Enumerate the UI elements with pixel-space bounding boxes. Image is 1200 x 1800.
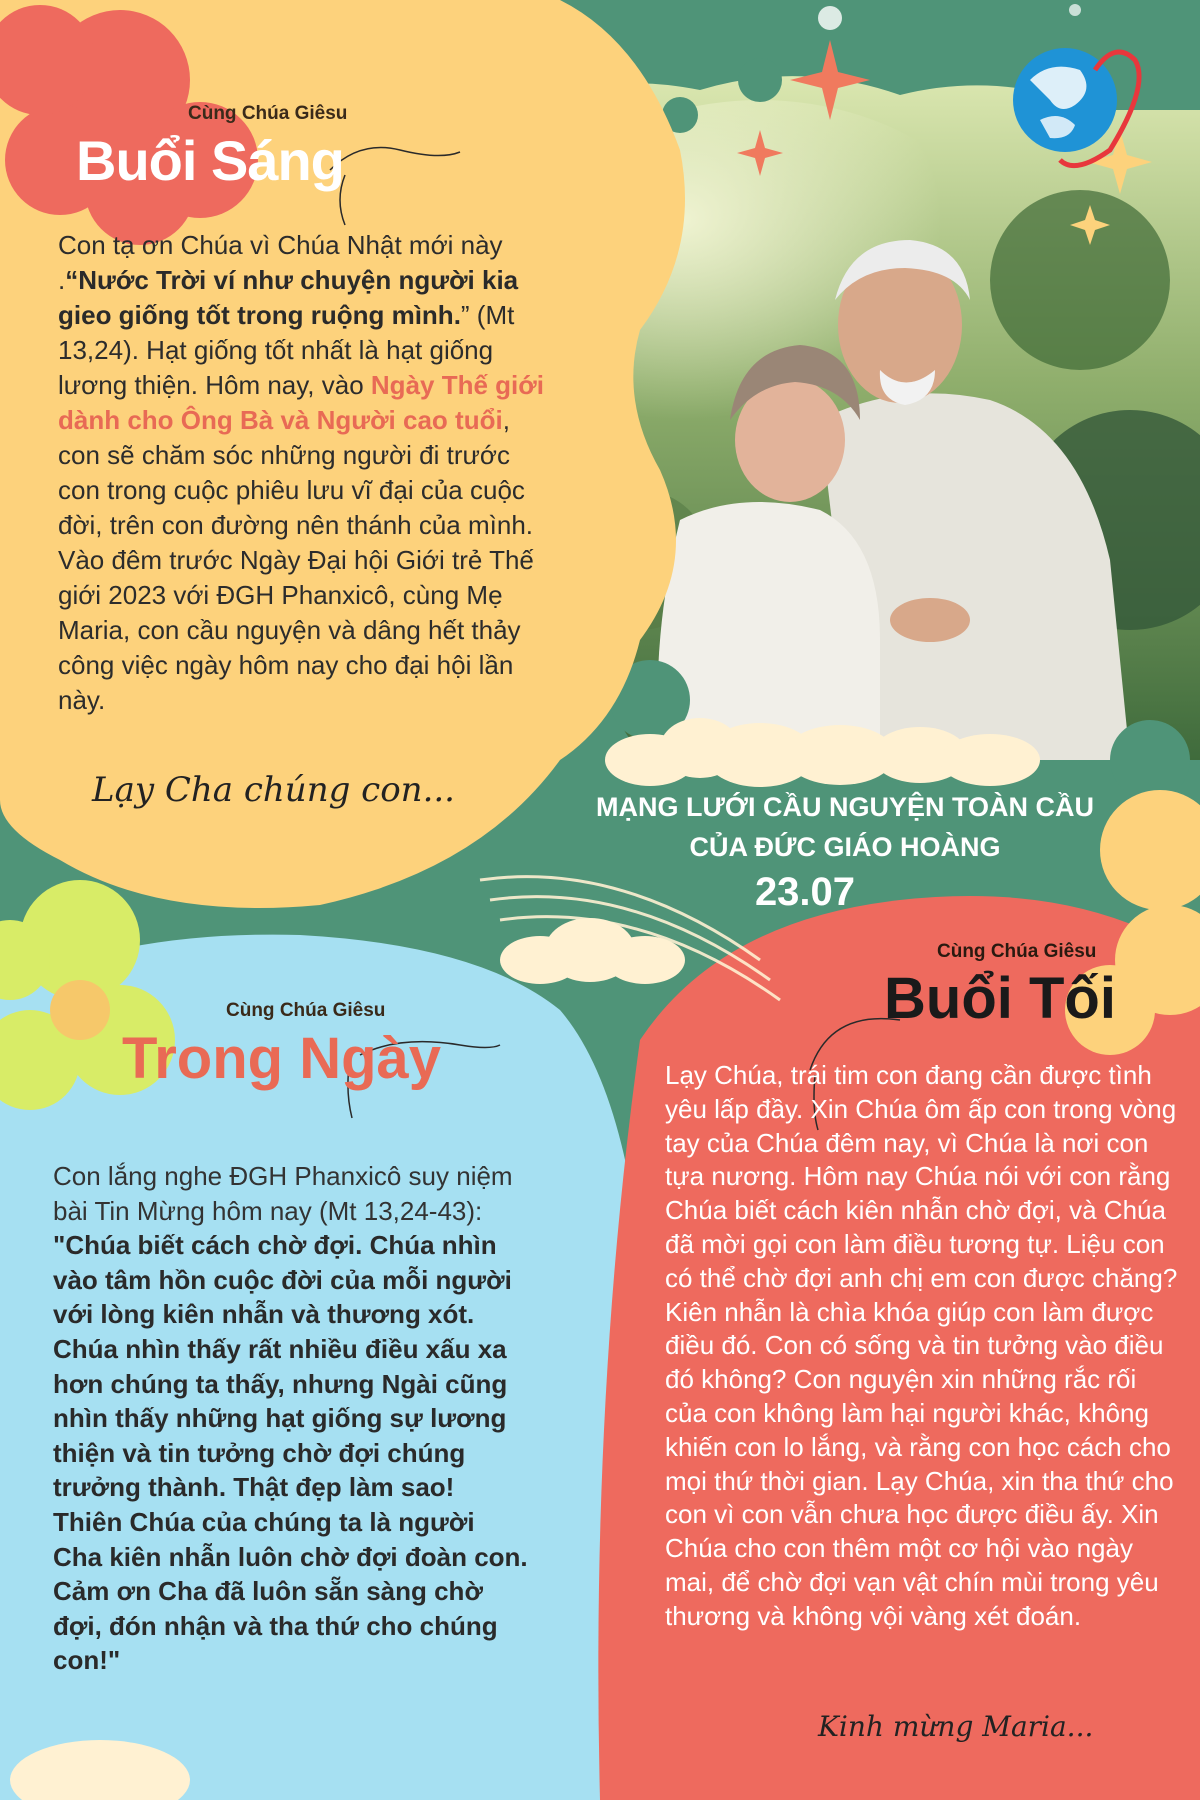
- morning-body: [58, 228, 558, 718]
- day-body-intro: Con lắng nghe ĐGH Phanxicô suy niệm bài Tin Mừng hôm nay (Mt 13,24-43):: [53, 1161, 513, 1226]
- banner-line2: CỦA ĐỨC GIÁO HOÀNG: [689, 832, 1001, 862]
- morning-body-rest: , con sẽ chăm sóc những người đi trước con trong cuộc phiêu lưu vĩ đại của cuộc đời, trên con đường nên thánh của mình. Vào đêm trước Ngày Đại hội Giới trẻ Thế giới 2023 với ĐGH Phanxicô, cùng Mẹ Maria, con cầu nguyện và dâng hết thảy công việc ngày hôm nay cho đại hội lần này.: [58, 405, 534, 715]
- morning-subtitle: Cùng Chúa Giêsu: [188, 103, 348, 124]
- morning-body-ref: ” (Mt 13,24). Hạt giống tốt nhất là hạt giống lương thiện. Hôm nay, vào: [58, 300, 515, 400]
- morning-title: Buổi Sáng: [76, 129, 344, 192]
- day-body-quote: "Chúa biết cách chờ đợi. Chúa nhìn vào tâm hồn cuộc đời của mỗi người với lòng kiên nhẫn và thương xót. Chúa nhìn thấy rất nhiều điều xấu xa hơn chúng ta thấy, nhưng Ngài cũng nhìn thấy những hạt giống sự lương thiện và tin tưởng chờ đợi chúng trưởng thành. Thật đẹp làm sao! Thiên Chúa của chúng ta là người Cha kiên nhẫn luôn chờ đợi đoàn con. Cảm ơn Cha đã luôn sẵn sàng chờ đợi, đón nhận và tha thứ cho chúng con!": [53, 1230, 528, 1676]
- morning-body-quote: “Nước Trời ví như chuyện người kia gieo giống tốt trong ruộng mình.: [58, 265, 519, 330]
- evening-body: Lạy Chúa, trái tim con đang cần được tình yêu lấp đầy. Xin Chúa ôm ấp con trong vòng tay của Chúa đêm nay, vì Chúa là nơi con tựa nương. Hôm nay Chúa nói với con rằng Chúa biết cách kiên nhẫn chờ đợi, và Chúa đã mời gọi con làm điều tương tự. Liệu con có thể chờ đợi anh chị em con được chăng? Kiên nhẫn là chìa khóa giúp con làm được điều đó. Con có sống và tin tưởng vào điều đó không? Con nguyện xin những rắc rối của con không làm hại người khác, không khiến con lo lắng, và rằng con học cách cho mọi thứ thời gian. Lạy Chúa, xin tha thứ cho con vì con vẫn chưa học được điều ấy. Xin Chúa cho con thêm một cơ hội vào ngày mai, để chờ đợi vạn vật chín mùi trong yêu thương và không vội vàng xét đoán.: [665, 1060, 1178, 1631]
- morning-signature: Lạy Cha chúng con...: [92, 770, 455, 810]
- morning-body-highlight: Ngày Thế giới dành cho Ông Bà và Người cao tuổi: [58, 370, 544, 435]
- day-title: Trong Ngày: [122, 1026, 442, 1091]
- day-body: [53, 1159, 528, 1678]
- evening-signature: Kinh mừng Maria...: [818, 1710, 1094, 1743]
- evening-title: Buổi Tối: [884, 966, 1116, 1031]
- morning-body-intro: Con tạ ơn Chúa vì Chúa Nhật mới này .: [58, 230, 503, 295]
- day-subtitle: Cùng Chúa Giêsu: [226, 1000, 386, 1021]
- evening-subtitle: Cùng Chúa Giêsu: [937, 941, 1097, 962]
- banner-line1: MẠNG LƯỚI CẦU NGUYỆN TOÀN CẦU: [596, 792, 1094, 822]
- banner-date: 23.07: [754, 870, 856, 914]
